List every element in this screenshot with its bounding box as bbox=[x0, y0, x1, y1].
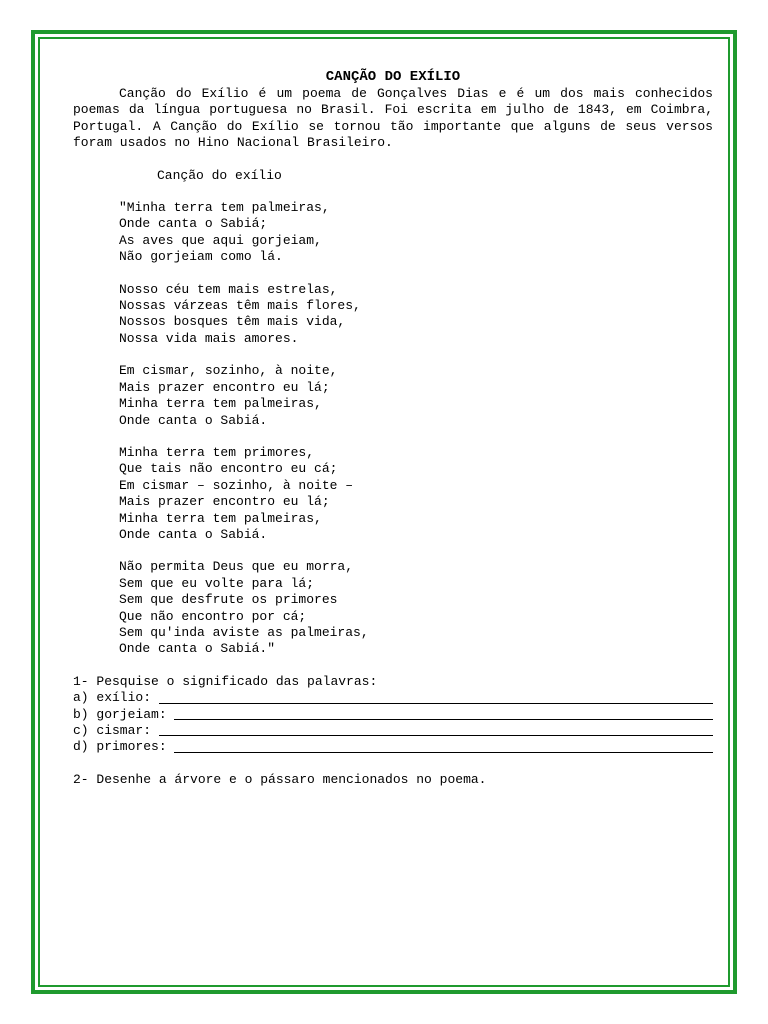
poem-stanza-5 bbox=[119, 559, 713, 657]
poem-line: Nossas várzeas têm mais flores, bbox=[119, 298, 361, 314]
answer-blank[interactable] bbox=[174, 739, 713, 752]
intro-paragraph: Canção do Exílio é um poema de Gonçalves Dias e é um dos mais conhecidos poemas da língua portuguesa no Brasil. Foi escrita em julho de 1843, em Coimbra, Portugal. A Canção do Exílio se tornou tão importante que alguns de seus versos foram usados no Hino Nacional Brasileiro. bbox=[73, 86, 713, 151]
answer-blank[interactable] bbox=[159, 723, 713, 736]
poem-stanza-3 bbox=[119, 363, 713, 429]
poem-line: Não gorjeiam como lá. bbox=[119, 249, 283, 265]
poem-line: Onde canta o Sabiá; bbox=[119, 216, 268, 232]
poem-line: Onde canta o Sabiá. bbox=[119, 526, 268, 542]
answer-line-exilio[interactable] bbox=[73, 690, 713, 706]
question-2: 2- Desenhe a árvore e o pássaro mencionados no poema. bbox=[73, 771, 487, 787]
answer-line-cismar[interactable] bbox=[73, 723, 713, 739]
document-body bbox=[73, 68, 713, 788]
poem-line: Nossos bosques têm mais vida, bbox=[119, 314, 346, 330]
answer-label: b) gorjeiam: bbox=[73, 706, 175, 722]
document-title: CANÇÃO DO EXÍLIO bbox=[325, 69, 461, 85]
question-1 bbox=[73, 674, 713, 756]
answer-line-gorjeiam[interactable] bbox=[73, 707, 713, 723]
poem-line: Mais prazer encontro eu lá; bbox=[119, 494, 330, 510]
poem-stanza-4 bbox=[119, 445, 713, 543]
poem-line: Que não encontro por cá; bbox=[119, 608, 307, 624]
poem-line: Minha terra tem palmeiras, bbox=[119, 510, 322, 526]
poem-line: Sem que desfrute os primores bbox=[119, 592, 338, 608]
poem-line: Mais prazer encontro eu lá; bbox=[119, 379, 330, 395]
poem-line: Em cismar – sozinho, à noite – bbox=[119, 477, 354, 493]
answer-label: a) exílio: bbox=[73, 690, 159, 706]
answer-label: d) primores: bbox=[73, 739, 175, 755]
poem-line: As aves que aqui gorjeiam, bbox=[119, 232, 322, 248]
poem-stanza-1 bbox=[119, 200, 713, 266]
poem-line: Não permita Deus que eu morra, bbox=[119, 559, 354, 575]
poem-line: Minha terra tem palmeiras, bbox=[119, 396, 322, 412]
poem-line: Sem qu'inda aviste as palmeiras, bbox=[119, 624, 369, 640]
answer-label: c) cismar: bbox=[73, 723, 159, 738]
answer-blank[interactable] bbox=[174, 707, 713, 720]
poem-title: Canção do exílio bbox=[157, 167, 282, 183]
poem-line: Que tais não encontro eu cá; bbox=[119, 461, 338, 477]
answer-line-primores[interactable] bbox=[73, 739, 713, 755]
poem-line: Onde canta o Sabiá. bbox=[119, 412, 268, 428]
poem-line: Onde canta o Sabiá." bbox=[119, 641, 276, 657]
poem-line: Em cismar, sozinho, à noite, bbox=[119, 363, 338, 379]
question-1-prompt: 1- Pesquise o significado das palavras: bbox=[73, 673, 378, 689]
poem-line: Nosso céu tem mais estrelas, bbox=[119, 281, 338, 297]
poem-stanza-2 bbox=[119, 282, 713, 348]
answer-blank[interactable] bbox=[159, 690, 713, 703]
poem-line: Nossa vida mais amores. bbox=[119, 330, 299, 346]
poem-line: "Minha terra tem palmeiras, bbox=[119, 200, 330, 216]
poem-line: Sem que eu volte para lá; bbox=[119, 575, 315, 591]
poem-line: Minha terra tem primores, bbox=[119, 444, 315, 460]
